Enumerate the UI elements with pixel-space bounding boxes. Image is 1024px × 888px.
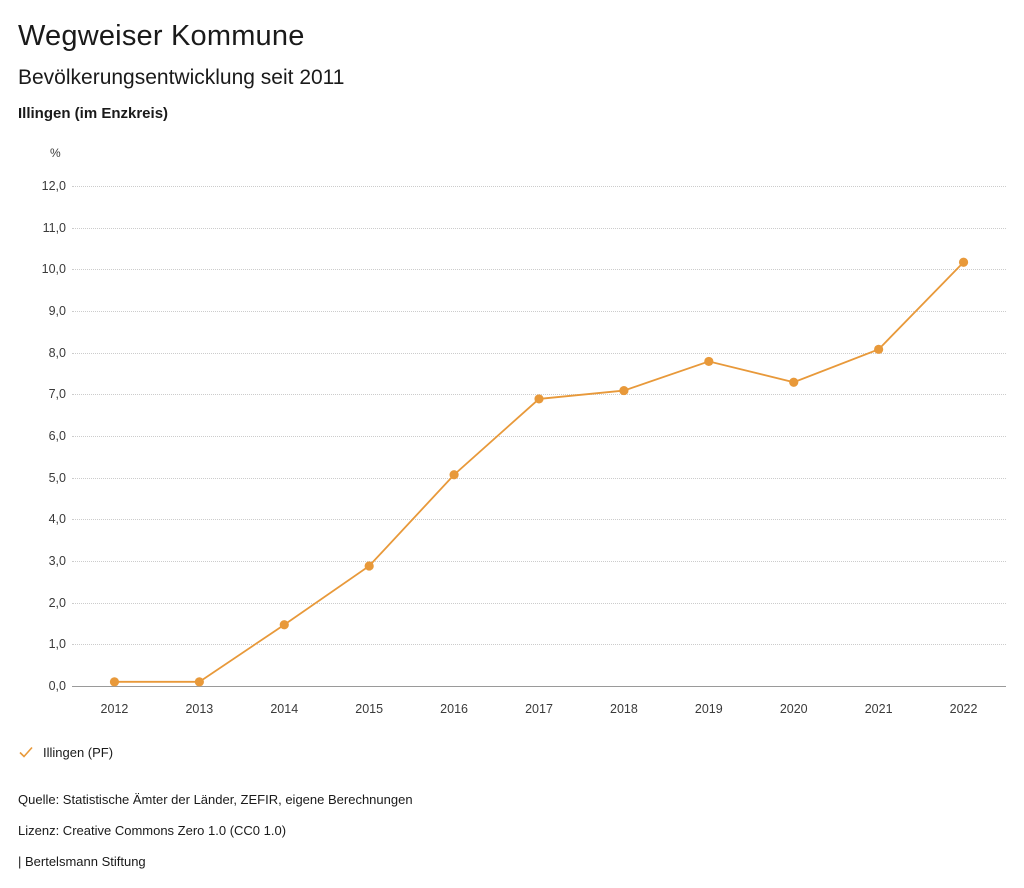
- y-axis-unit: %: [50, 146, 61, 160]
- x-axis-tick-label: 2017: [525, 702, 553, 716]
- x-axis-tick-label: 2014: [270, 702, 299, 716]
- y-axis-tick-label: 0,0: [48, 679, 66, 693]
- chart-legend[interactable]: [18, 744, 113, 760]
- x-axis-tick-label: 2013: [185, 702, 214, 716]
- x-axis-tick-label: 2021: [864, 702, 893, 716]
- data-point[interactable]: [619, 386, 628, 395]
- footnote-publisher: | Bertelsmann Stiftung: [18, 854, 146, 869]
- check-icon[interactable]: [18, 744, 34, 760]
- data-point[interactable]: [959, 258, 968, 267]
- y-axis-tick-label: 8,0: [48, 345, 66, 360]
- x-axis-tick-label: 2015: [355, 702, 384, 716]
- y-axis-tick-label: 5,0: [48, 470, 66, 485]
- data-point[interactable]: [449, 470, 458, 479]
- data-point[interactable]: [110, 677, 119, 686]
- region-label: Illingen (im Enzkreis): [18, 105, 169, 122]
- data-point[interactable]: [195, 677, 204, 686]
- y-axis-tick-label: 1,0: [48, 637, 66, 652]
- footnote-source: Quelle: Statistische Ämter der Länder, ZEFIR, eigene Berechnungen: [18, 792, 413, 807]
- data-point[interactable]: [704, 357, 713, 366]
- x-axis-tick-label: 2022: [949, 702, 978, 716]
- data-point[interactable]: [534, 394, 543, 403]
- data-point[interactable]: [365, 561, 374, 570]
- x-axis-tick-label: 2016: [440, 702, 468, 716]
- x-axis-tick-label: 2020: [779, 702, 808, 716]
- y-axis-tick-label: 12,0: [41, 179, 66, 193]
- y-axis-tick-label: 4,0: [48, 512, 66, 527]
- y-axis-tick-label: 2,0: [48, 595, 66, 610]
- series-line: [114, 262, 963, 682]
- footnotes: [18, 784, 413, 877]
- legend-item-label: Illingen (PF): [43, 744, 114, 760]
- x-axis-tick-label: 2018: [610, 702, 638, 716]
- y-axis-tick-label: 9,0: [48, 304, 66, 318]
- footnote-license: Lizenz: Creative Commons Zero 1.0 (CC0 1.0): [18, 823, 287, 838]
- y-axis-tick-label: 7,0: [48, 387, 66, 402]
- chart-subtitle: Bevölkerungsentwicklung seit 2011: [18, 66, 345, 89]
- y-axis-tick-label: 6,0: [48, 429, 66, 443]
- x-axis-tick-label: 2019: [694, 702, 723, 716]
- x-axis-tick-label: 2012: [100, 702, 129, 716]
- data-point[interactable]: [280, 620, 289, 629]
- y-axis-tick-label: 11,0: [42, 220, 66, 235]
- data-point[interactable]: [874, 345, 883, 354]
- y-axis-tick-label: 10,0: [41, 262, 66, 277]
- data-point[interactable]: [789, 378, 798, 387]
- y-axis-tick-label: 3,0: [48, 554, 66, 568]
- page-title: Wegweiser Kommune: [18, 20, 305, 52]
